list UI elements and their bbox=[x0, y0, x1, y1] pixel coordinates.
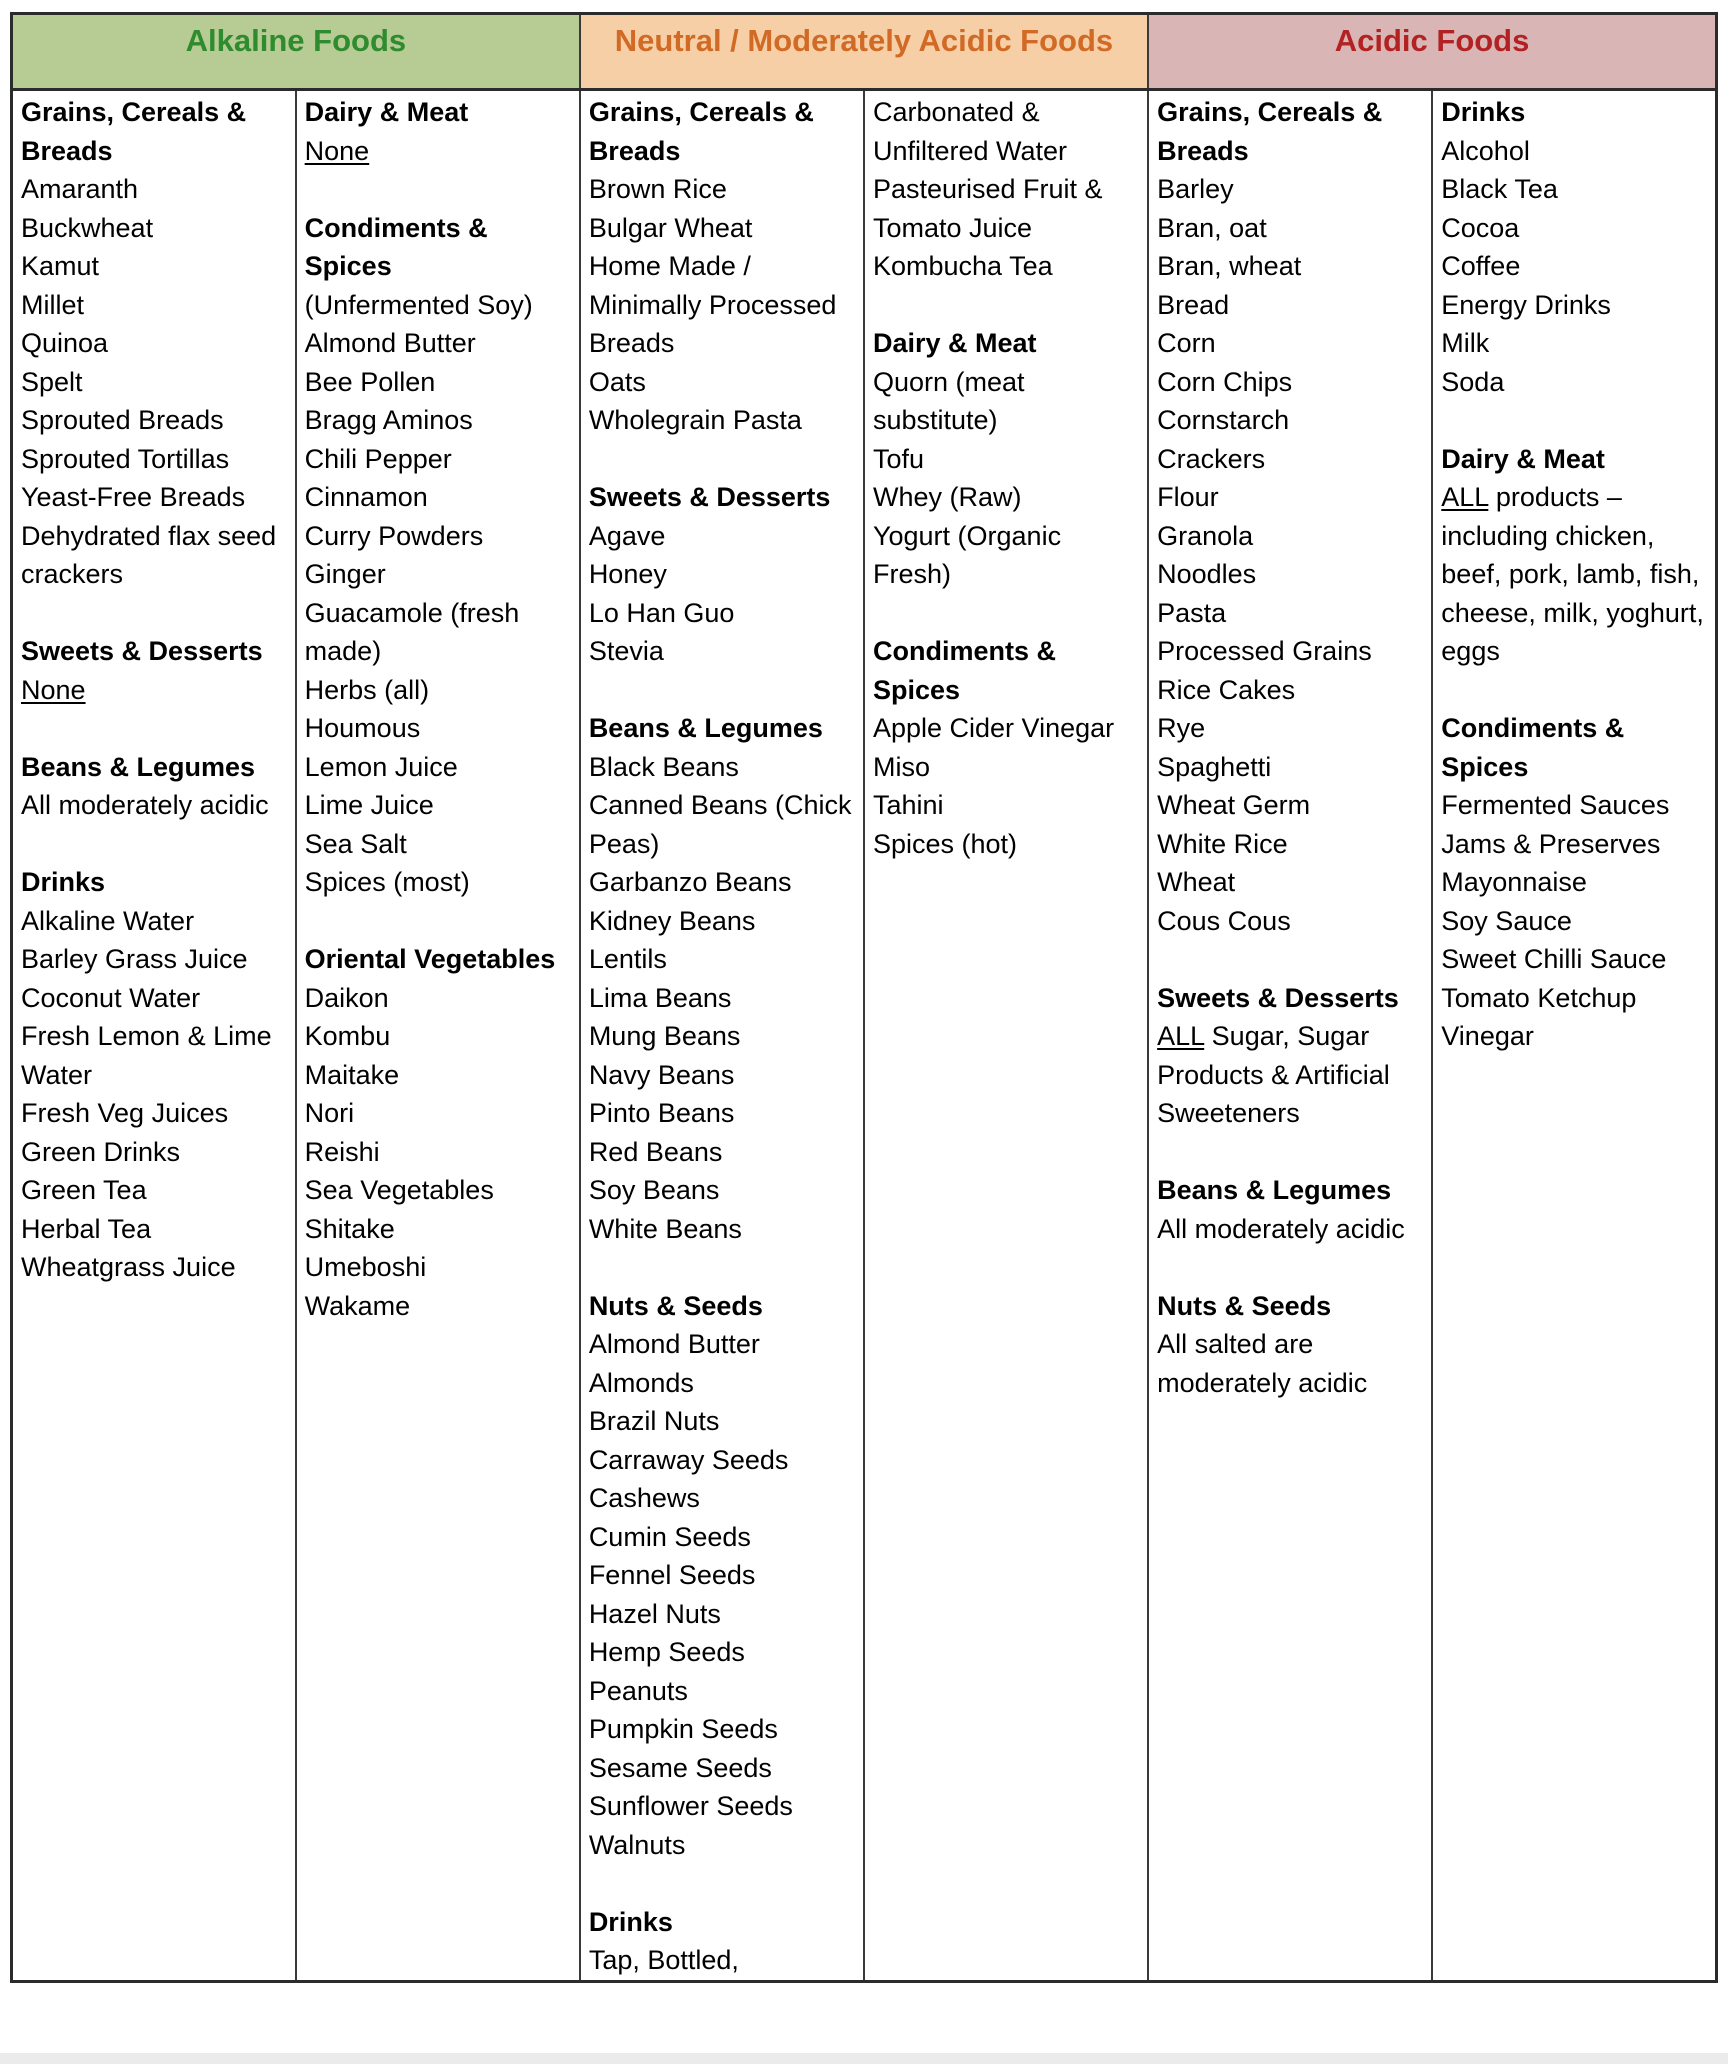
food-item: Ginger bbox=[304, 559, 386, 589]
food-item: Crackers bbox=[1157, 443, 1266, 474]
category-heading: Sweets & Desserts bbox=[588, 482, 831, 512]
neutral-column-2 bbox=[864, 90, 1148, 1982]
food-item: Spices (hot) bbox=[872, 828, 1018, 859]
food-item: Carraway Seeds bbox=[588, 1444, 789, 1475]
category-block bbox=[21, 863, 289, 1287]
category-heading: Condiments & Spices bbox=[1441, 713, 1625, 782]
food-item: Corn Chips bbox=[1157, 366, 1293, 397]
food-item: ALL Sugar, Sugar Products & Artificial Sweeteners bbox=[1157, 1021, 1390, 1128]
food-item: Noodles bbox=[1157, 559, 1257, 589]
food-item: Lima Beans bbox=[588, 982, 732, 1013]
food-item: Sea Salt bbox=[304, 828, 407, 859]
food-item: Processed Grains bbox=[1157, 636, 1372, 666]
category-heading: Drinks bbox=[1441, 97, 1526, 127]
food-item: Spelt bbox=[21, 366, 83, 397]
category-block bbox=[21, 93, 289, 594]
food-item: Alkaline Water bbox=[21, 905, 195, 936]
category-heading: Dairy & Meat bbox=[304, 97, 469, 127]
food-item: Kamut bbox=[21, 251, 100, 281]
food-item: Sunflower Seeds bbox=[588, 1791, 793, 1821]
food-item: Honey bbox=[588, 559, 667, 589]
food-item: Carbonated & Unfiltered Water bbox=[872, 97, 1068, 166]
food-item: Brazil Nuts bbox=[588, 1406, 720, 1436]
food-item: Nori bbox=[304, 1098, 355, 1128]
food-item: Energy Drinks bbox=[1441, 289, 1611, 320]
category-block bbox=[873, 632, 1141, 863]
food-item: Amaranth bbox=[21, 174, 139, 204]
food-item: Lime Juice bbox=[304, 790, 434, 820]
category-heading: Beans & Legumes bbox=[588, 713, 823, 743]
food-item: Bran, wheat bbox=[1157, 251, 1302, 281]
alkaline-foods-header: Alkaline Foods bbox=[12, 14, 580, 90]
food-item: Yeast-Free Breads bbox=[21, 482, 246, 512]
food-item: Hazel Nuts bbox=[588, 1598, 721, 1629]
category-block bbox=[305, 93, 573, 170]
category-heading: Beans & Legumes bbox=[21, 751, 256, 782]
food-item: (Unfermented Soy) bbox=[304, 289, 533, 320]
food-item: Shitake bbox=[304, 1213, 395, 1244]
food-item: ALL products – including chicken, beef, pork, lamb, fish, cheese, milk, yoghurt, eggs bbox=[1441, 482, 1704, 666]
food-item: Guacamole (fresh made) bbox=[304, 597, 520, 666]
category-heading: Dairy & Meat bbox=[1441, 443, 1605, 474]
category-block bbox=[1157, 93, 1425, 940]
food-item: Sesame Seeds bbox=[588, 1752, 772, 1783]
food-item: Black Tea bbox=[1441, 174, 1558, 204]
acidic-column-2 bbox=[1432, 90, 1716, 1982]
category-block bbox=[589, 1287, 857, 1865]
alkaline-column-2 bbox=[296, 90, 580, 1982]
food-item: Almond Butter bbox=[588, 1329, 760, 1359]
food-item: Jams & Preserves bbox=[1441, 828, 1661, 859]
food-item: Kombucha Tea bbox=[872, 251, 1053, 281]
food-item: Lentils bbox=[588, 944, 667, 974]
category-block bbox=[21, 632, 289, 709]
food-item: Barley Grass Juice bbox=[21, 944, 248, 974]
food-item: Millet bbox=[21, 289, 85, 320]
food-item: Cous Cous bbox=[1157, 905, 1291, 936]
food-item: Rye bbox=[1157, 713, 1206, 743]
food-item: Peanuts bbox=[588, 1675, 688, 1706]
food-item: Wheat bbox=[1157, 867, 1236, 897]
acidic-column-1 bbox=[1148, 90, 1432, 1982]
food-item: Pinto Beans bbox=[588, 1098, 735, 1128]
food-item: All moderately acidic bbox=[21, 790, 269, 820]
food-item: Mayonnaise bbox=[1441, 867, 1587, 897]
category-block bbox=[1157, 1287, 1425, 1403]
food-item: Whey (Raw) bbox=[872, 482, 1022, 512]
food-item: Fresh Lemon & Lime Water bbox=[21, 1021, 272, 1090]
food-item: Garbanzo Beans bbox=[588, 867, 792, 897]
food-item: Fermented Sauces bbox=[1441, 790, 1670, 820]
food-item: White Beans bbox=[588, 1213, 742, 1244]
food-item: Green Drinks bbox=[21, 1136, 181, 1167]
food-item: Alcohol bbox=[1441, 135, 1530, 166]
food-item: Cumin Seeds bbox=[588, 1521, 751, 1552]
food-item: Lemon Juice bbox=[304, 751, 458, 782]
food-item: Vinegar bbox=[1441, 1021, 1534, 1051]
food-item: Soda bbox=[1441, 366, 1505, 397]
food-item: Walnuts bbox=[588, 1829, 686, 1860]
food-item: Coconut Water bbox=[21, 982, 201, 1013]
food-item: Soy Sauce bbox=[1441, 905, 1572, 936]
food-item: Umeboshi bbox=[304, 1252, 427, 1282]
food-item: Tofu bbox=[872, 443, 925, 474]
category-heading: Grains, Cereals & Breads bbox=[1157, 97, 1383, 166]
food-item: Sprouted Breads bbox=[21, 405, 224, 435]
food-item: Reishi bbox=[304, 1136, 380, 1167]
food-item: Green Tea bbox=[21, 1175, 147, 1205]
food-item: Spaghetti bbox=[1157, 751, 1272, 782]
food-item: Dehydrated flax seed crackers bbox=[21, 520, 277, 589]
category-heading: Drinks bbox=[21, 867, 106, 897]
food-item: Flour bbox=[1157, 482, 1219, 512]
category-heading: Oriental Vegetables bbox=[304, 944, 556, 974]
food-item: Bulgar Wheat bbox=[588, 212, 753, 243]
food-item: Spices (most) bbox=[304, 867, 470, 897]
food-chart-table bbox=[10, 12, 1718, 1983]
neutral-moderately-acidic-foods-header: Neutral / Moderately Acidic Foods bbox=[580, 14, 1148, 90]
food-item: Pasteurised Fruit & Tomato Juice bbox=[872, 174, 1103, 243]
food-item: Houmous bbox=[304, 713, 421, 743]
food-item: Bran, oat bbox=[1157, 212, 1267, 243]
food-item: Sprouted Tortillas bbox=[21, 443, 230, 474]
food-item: Stevia bbox=[588, 636, 664, 666]
food-item: All salted are moderately acidic bbox=[1157, 1329, 1368, 1398]
category-heading: Condiments & Spices bbox=[872, 636, 1056, 705]
category-block bbox=[589, 478, 857, 671]
category-heading: Condiments & Spices bbox=[304, 212, 488, 281]
category-block bbox=[305, 940, 573, 1325]
category-block bbox=[305, 209, 573, 902]
category-block bbox=[1441, 93, 1709, 401]
category-heading: Sweets & Desserts bbox=[21, 636, 263, 666]
food-item: Canned Beans (Chick Peas) bbox=[588, 790, 852, 859]
category-block bbox=[873, 324, 1141, 594]
food-item: Buckwheat bbox=[21, 212, 154, 243]
food-item: Tap, Bottled, bbox=[588, 1945, 739, 1975]
category-block bbox=[589, 1903, 857, 1980]
alkaline-column-1 bbox=[12, 90, 296, 1982]
food-item: None bbox=[21, 674, 86, 705]
food-item: Tomato Ketchup bbox=[1441, 982, 1637, 1013]
category-block bbox=[873, 93, 1141, 286]
food-item: Sea Vegetables bbox=[304, 1175, 494, 1205]
food-item: Brown Rice bbox=[588, 174, 727, 204]
food-item: All moderately acidic bbox=[1157, 1213, 1405, 1244]
category-heading: Drinks bbox=[588, 1906, 673, 1937]
food-item: Red Beans bbox=[588, 1136, 723, 1167]
food-item: Cornstarch bbox=[1157, 405, 1290, 435]
category-heading: Grains, Cereals & Breads bbox=[21, 97, 247, 166]
category-block bbox=[21, 748, 289, 825]
category-block bbox=[589, 93, 857, 440]
food-item: Fennel Seeds bbox=[588, 1560, 756, 1590]
food-item: Wakame bbox=[304, 1290, 411, 1321]
food-item: Navy Beans bbox=[588, 1059, 735, 1090]
food-item: Kombu bbox=[304, 1021, 391, 1051]
category-block bbox=[1441, 709, 1709, 1056]
food-item: Wheatgrass Juice bbox=[21, 1252, 236, 1282]
food-item: Home Made / Minimally Processed Breads bbox=[588, 251, 837, 358]
food-item: Black Beans bbox=[588, 751, 739, 782]
food-item: Bread bbox=[1157, 289, 1230, 320]
food-item: Cocoa bbox=[1441, 212, 1520, 243]
food-item: Kidney Beans bbox=[588, 905, 756, 936]
food-item: Mung Beans bbox=[588, 1021, 741, 1051]
food-item: Hemp Seeds bbox=[588, 1637, 745, 1667]
food-item: Chili Pepper bbox=[304, 443, 452, 474]
food-item: Coffee bbox=[1441, 251, 1521, 281]
category-block bbox=[1157, 979, 1425, 1133]
food-item: Cashews bbox=[588, 1483, 700, 1513]
food-item: White Rice bbox=[1157, 828, 1288, 859]
page-bottom-edge bbox=[0, 2053, 1728, 2064]
food-item: Wheat Germ bbox=[1157, 790, 1311, 820]
food-item: Tahini bbox=[872, 790, 944, 820]
category-heading: Sweets & Desserts bbox=[1157, 982, 1399, 1013]
food-item: Fresh Veg Juices bbox=[21, 1098, 229, 1128]
food-item: Corn bbox=[1157, 328, 1216, 358]
food-item: Yogurt (Organic Fresh) bbox=[872, 520, 1062, 589]
food-item: Bee Pollen bbox=[304, 366, 436, 397]
neutral-column-1 bbox=[580, 90, 864, 1982]
food-item: Barley bbox=[1157, 174, 1234, 204]
food-item: Rice Cakes bbox=[1157, 674, 1296, 705]
body-row bbox=[12, 90, 1717, 1982]
category-heading: Grains, Cereals & Breads bbox=[588, 97, 814, 166]
food-item: Granola bbox=[1157, 520, 1254, 551]
food-item: Almond Butter bbox=[304, 328, 476, 358]
food-item: Pasta bbox=[1157, 597, 1227, 628]
food-item: Miso bbox=[872, 751, 930, 782]
food-item: Quinoa bbox=[21, 328, 109, 358]
food-item: Cinnamon bbox=[304, 482, 428, 512]
category-block bbox=[1441, 440, 1709, 671]
category-heading: Nuts & Seeds bbox=[1157, 1290, 1332, 1321]
category-block bbox=[589, 709, 857, 1248]
food-item: Apple Cider Vinegar bbox=[872, 713, 1115, 743]
food-item: Almonds bbox=[588, 1367, 694, 1398]
food-item: Soy Beans bbox=[588, 1175, 720, 1205]
food-item: Milk bbox=[1441, 328, 1490, 358]
category-heading: Dairy & Meat bbox=[872, 328, 1037, 358]
category-heading: Beans & Legumes bbox=[1157, 1175, 1392, 1205]
food-item: Quorn (meat substitute) bbox=[872, 366, 1025, 435]
food-item: Pumpkin Seeds bbox=[588, 1714, 778, 1744]
food-item: Sweet Chilli Sauce bbox=[1441, 944, 1667, 974]
food-item: Oats bbox=[588, 366, 646, 397]
food-item: Daikon bbox=[304, 982, 389, 1013]
category-heading: Nuts & Seeds bbox=[588, 1290, 763, 1321]
food-item: Agave bbox=[588, 520, 666, 551]
food-item: Bragg Aminos bbox=[304, 405, 473, 435]
acidic-foods-header: Acidic Foods bbox=[1148, 14, 1716, 90]
food-item: Wholegrain Pasta bbox=[588, 405, 802, 435]
header-row bbox=[12, 14, 1717, 90]
category-block bbox=[1157, 1171, 1425, 1248]
food-item: Herbs (all) bbox=[304, 674, 430, 705]
food-item: None bbox=[304, 135, 370, 166]
food-item: Lo Han Guo bbox=[588, 597, 735, 628]
food-item: Curry Powders bbox=[304, 520, 484, 551]
food-item: Herbal Tea bbox=[21, 1213, 152, 1244]
food-item: Maitake bbox=[304, 1059, 400, 1090]
